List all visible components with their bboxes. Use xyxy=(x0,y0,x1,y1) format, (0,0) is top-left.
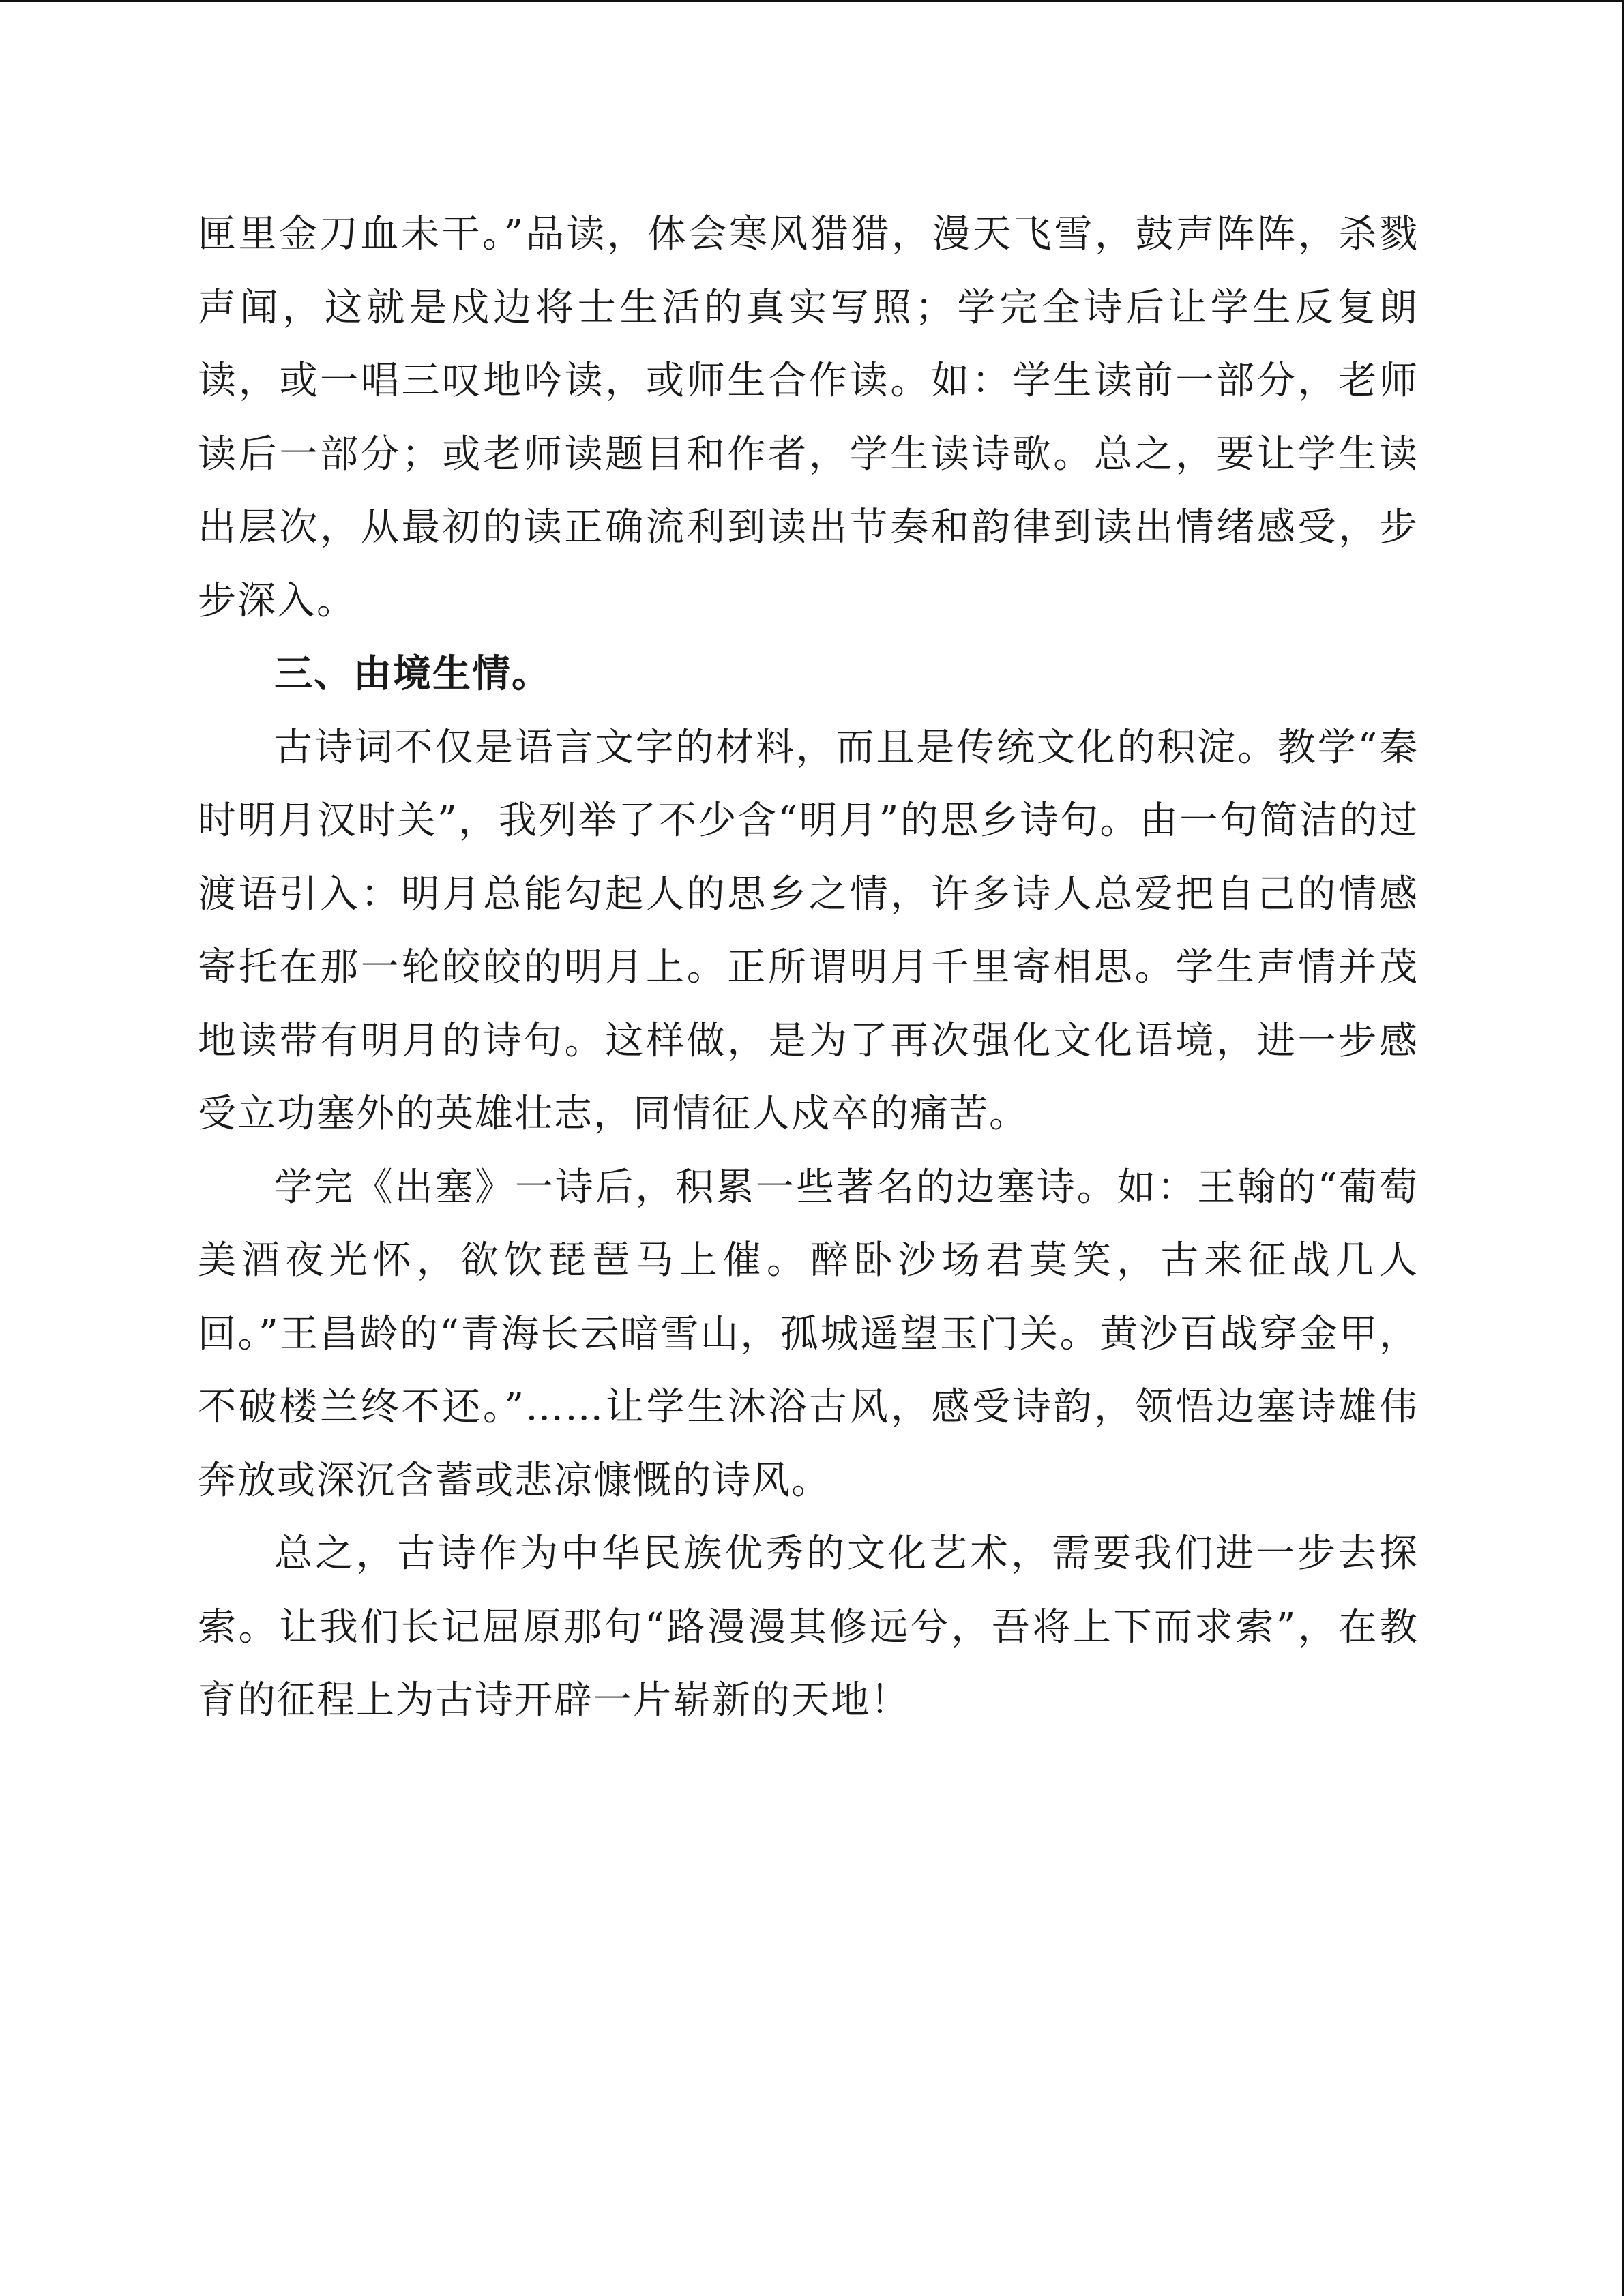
paragraph-conclusion: 总之，古诗作为中华民族优秀的文化艺术，需要我们进一步去探索。让我们长记屈原那句“路漫漫其修远兮，吾将上下而求索”，在教育的征程上为古诗开辟一片崭新的天地！ xyxy=(198,1532,1419,1723)
paragraph-moon-poems: 古诗词不仅是语言文字的材料，而且是传统文化的积淀。教学“秦时明月汉时关”，我列举了不少含“明月”的思乡诗句。由一句简洁的过渡语引入：明月总能勾起人的思乡之情，许多诗人总爱把自己的情感寄托在那一轮皎皎的明月上。正所谓明月千里寄相思。学生声情并茂地读带有明月的诗句。这样做，是为了再次强化文化语境，进一步感受立功塞外的英雄壮志，同情征人戍卒的痛苦。 xyxy=(198,725,1419,1136)
document-body xyxy=(198,198,1419,1738)
paragraph-frontier-poems: 学完《出塞》一诗后，积累一些著名的边塞诗。如：王翰的“葡萄美酒夜光怀，欲饮琵琶马上催。醉卧沙场君莫笑，古来征战几人回。”王昌龄的“青海长云暗雪山，孤城遥望玉门关。黄沙百战穿金甲，不破楼兰终不还。”……让学生沐浴古风，感受诗韵，领悟边塞诗雄伟奔放或深沉含蓄或悲凉慷慨的诗风。 xyxy=(198,1165,1419,1503)
paragraph-continuation: 匣里金刀血未干。”品读，体会寒风猎猎，漫天飞雪，鼓声阵阵，杀戮声闻，这就是戍边将士生活的真实写照；学完全诗后让学生反复朗读，或一唱三叹地吟读，或师生合作读。如：学生读前一部分，老师读后一部分；或老师读题目和作者，学生读诗歌。总之，要让学生读出层次，从最初的读正确流利到读出节奏和韵律到读出情绪感受，步步深入。 xyxy=(198,212,1419,623)
section-heading: 三、由境生情。 xyxy=(274,652,551,696)
